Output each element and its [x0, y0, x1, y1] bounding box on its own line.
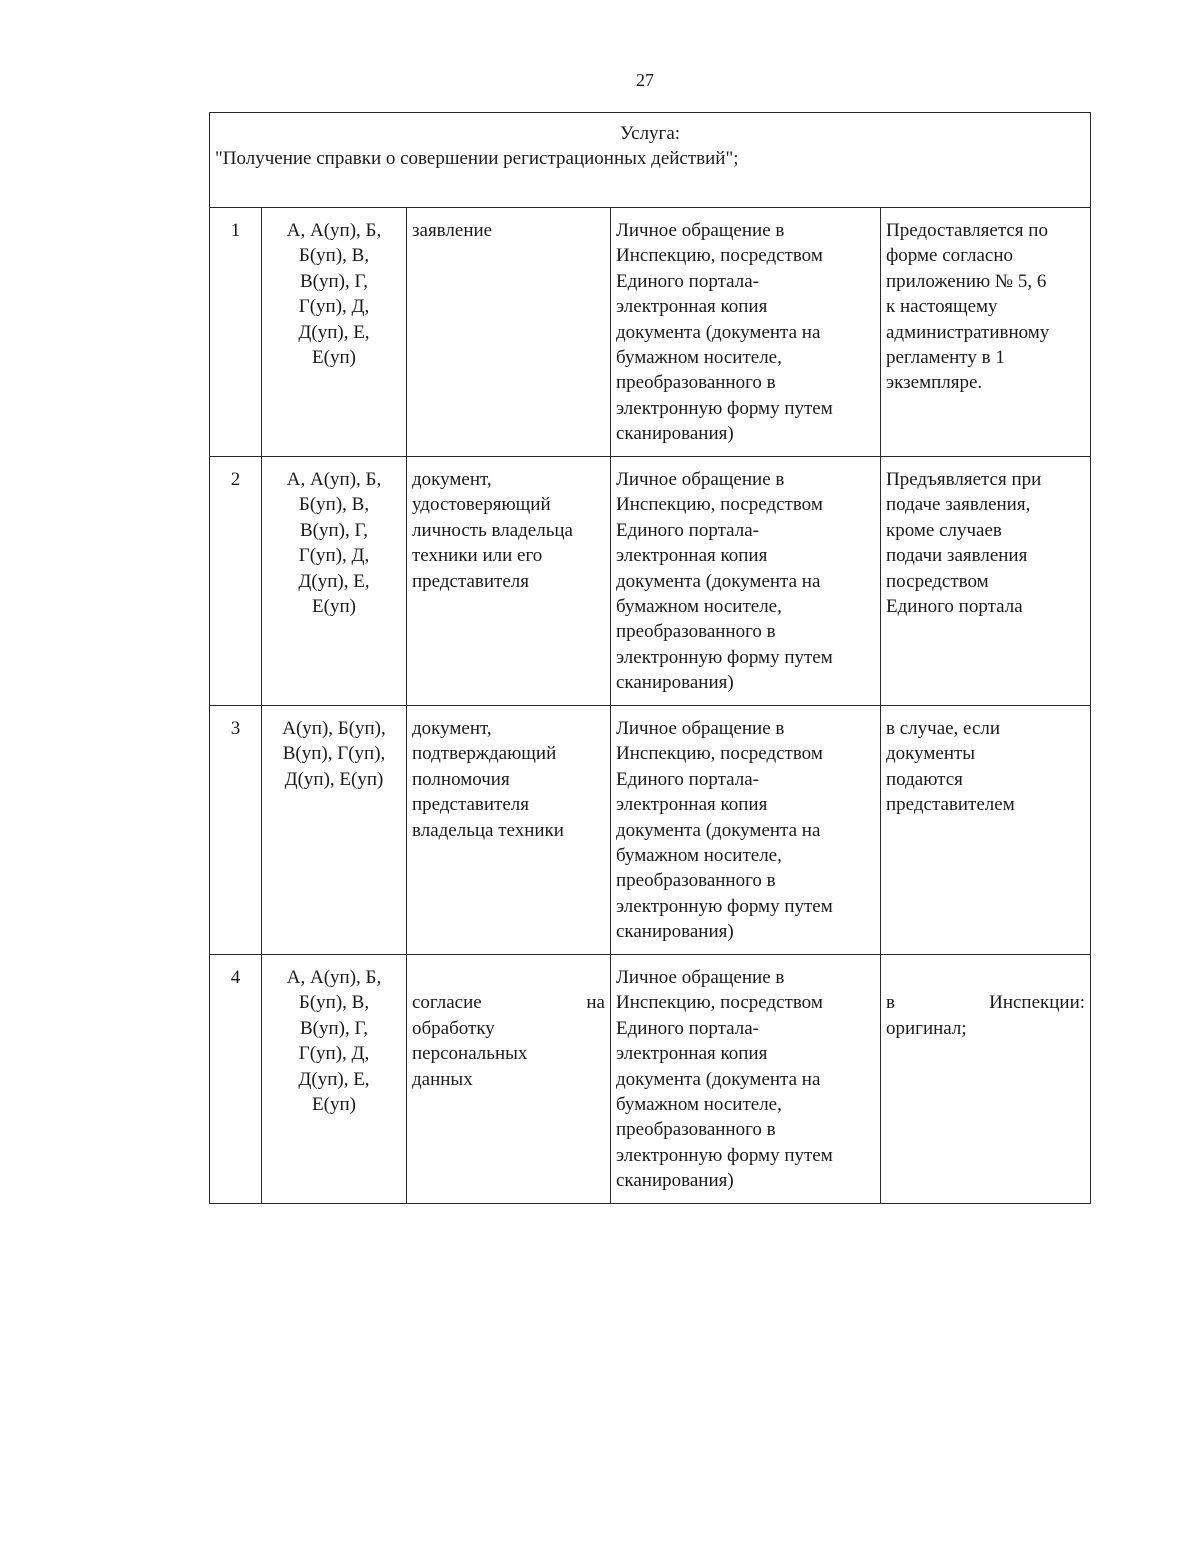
categories-cell-line: Б(уп), В,: [298, 494, 370, 516]
submission-method-cell-line: бумажном носителе,: [616, 596, 782, 618]
categories-cell: [262, 208, 407, 457]
submission-method-cell-line: сканирования): [616, 672, 734, 694]
document-cell-line: согласие на: [412, 992, 605, 1014]
note-cell-line: посредством: [886, 570, 989, 592]
document-cell: [407, 208, 611, 457]
document-cell-line: личность владельца: [412, 519, 573, 541]
categories-cell-line: А(уп), Б(уп),: [282, 718, 386, 739]
submission-method-cell-line: Единого портала-: [616, 768, 759, 790]
submission-method-cell-line: Инспекцию, посредством: [616, 992, 823, 1014]
submission-method-cell-line: преобразованного в: [616, 372, 776, 394]
service-header-row: [210, 113, 1091, 208]
submission-method-cell: [611, 955, 881, 1204]
categories-cell-line: Е(уп): [312, 1094, 356, 1116]
categories-cell-line: Б(уп), В,: [298, 245, 370, 267]
categories-cell-line: В(уп), Г,: [299, 1017, 369, 1039]
document-cell-line: удостоверяющий: [412, 494, 551, 516]
submission-method-cell-line: электронная копия: [616, 1043, 768, 1065]
document-cell-line: данных: [412, 1068, 473, 1090]
document-cell-line: владельца техники: [412, 819, 564, 841]
submission-method-cell-line: документа (документа на: [616, 819, 821, 841]
note-cell-line: подачи заявления: [886, 545, 1028, 567]
submission-method-cell-line: документа (документа на: [616, 1068, 821, 1090]
submission-method-cell-line: Инспекцию, посредством: [616, 743, 823, 765]
categories-cell-line: Д(уп), Е,: [298, 1068, 370, 1090]
submission-method-cell-line: преобразованного в: [616, 1119, 776, 1141]
submission-method-cell-line: сканирования): [616, 921, 734, 943]
row-number: 4: [210, 955, 262, 1204]
note-cell-line: экземпляре.: [886, 372, 983, 394]
categories-cell-line: В(уп), Г,: [299, 519, 369, 541]
document-cell-line: документ,: [412, 718, 492, 739]
page-number: 27: [636, 70, 654, 90]
categories-cell-line: А, А(уп), Б,: [286, 967, 382, 988]
note-cell-line: документы: [886, 743, 976, 765]
categories-cell-line: В(уп), Г(уп),: [282, 743, 386, 765]
row-number: 1: [210, 208, 262, 457]
note-cell: [881, 706, 1091, 955]
document-cell-line: документ,: [412, 469, 492, 490]
submission-method-cell-line: Инспекцию, посредством: [616, 494, 823, 516]
row-number: 2: [210, 457, 262, 706]
submission-method-cell-line: Личное обращение в: [616, 469, 785, 490]
categories-cell-line: В(уп), Г,: [299, 270, 369, 292]
document-cell: [407, 457, 611, 706]
categories-cell-line: Г(уп), Д,: [298, 296, 370, 318]
service-name: "Получение справки о совершении регистрационных действий";: [215, 148, 739, 170]
categories-cell-line: Е(уп): [312, 596, 356, 618]
document-cell-line: представителя: [412, 570, 530, 592]
note-cell-line: Предоставляется по: [886, 220, 1048, 241]
document-cell-line: персональных: [412, 1043, 528, 1065]
submission-method-cell-line: преобразованного в: [616, 621, 776, 643]
table-row: [210, 208, 1091, 457]
submission-method-cell-line: бумажном носителе,: [616, 1094, 782, 1116]
submission-method-cell-line: бумажном носителе,: [616, 347, 782, 369]
submission-method-cell-line: преобразованного в: [616, 870, 776, 892]
note-cell-line: представителем: [886, 794, 1015, 816]
service-title: Услуга:: [619, 123, 681, 144]
submission-method-cell: [611, 457, 881, 706]
submission-method-cell-line: электронную форму путем: [616, 646, 833, 668]
note-cell-line: кроме случаев: [886, 519, 1002, 541]
submission-method-cell-line: Личное обращение в: [616, 718, 785, 739]
submission-method-cell-line: сканирования): [616, 423, 734, 445]
note-cell-line: Единого портала: [886, 596, 1023, 618]
documents-table: [209, 112, 1091, 1204]
categories-cell: [262, 706, 407, 955]
categories-cell: [262, 457, 407, 706]
categories-cell: [262, 955, 407, 1204]
document-cell-line: обработку: [412, 1017, 495, 1039]
submission-method-cell-line: электронную форму путем: [616, 895, 833, 917]
note-cell-line: к настоящему: [886, 296, 998, 318]
submission-method-cell-line: электронная копия: [616, 545, 768, 567]
submission-method-cell-line: электронную форму путем: [616, 1144, 833, 1166]
document-cell-line: подтверждающий: [412, 743, 557, 765]
document-cell-line: техники или его: [412, 545, 543, 567]
note-cell-line: в Инспекции:: [886, 992, 1086, 1014]
document-cell: [407, 955, 611, 1204]
note-cell: [881, 955, 1091, 1204]
submission-method-cell-line: сканирования): [616, 1170, 734, 1192]
row-number: 3: [210, 706, 262, 955]
submission-method-cell: [611, 706, 881, 955]
note-cell-line: административному: [886, 321, 1050, 343]
submission-method-cell-line: бумажном носителе,: [616, 845, 782, 867]
submission-method-cell-line: документа (документа на: [616, 321, 821, 343]
table-row: [210, 955, 1091, 1204]
categories-cell-line: Д(уп), Е,: [298, 570, 370, 592]
submission-method-cell-line: электронная копия: [616, 296, 768, 318]
note-cell: [881, 457, 1091, 706]
submission-method-cell-line: Единого портала-: [616, 1017, 759, 1039]
document-cell-line: заявление: [412, 220, 493, 241]
categories-cell-line: Б(уп), В,: [298, 992, 370, 1014]
submission-method-cell-line: Единого портала-: [616, 270, 759, 292]
table-row: [210, 706, 1091, 955]
categories-cell-line: Д(уп), Е,: [298, 321, 370, 343]
note-cell-line: подаче заявления,: [886, 494, 1031, 516]
submission-method-cell-line: документа (документа на: [616, 570, 821, 592]
document-cell-line: полномочия: [412, 768, 510, 790]
categories-cell-line: Е(уп): [312, 347, 356, 369]
note-cell-line: Предъявляется при: [886, 469, 1042, 490]
categories-cell-line: Д(уп), Е(уп): [284, 768, 384, 790]
categories-cell-line: Г(уп), Д,: [298, 1043, 370, 1065]
table-row: [210, 457, 1091, 706]
categories-cell-line: А, А(уп), Б,: [286, 469, 382, 490]
note-cell-line: оригинал;: [886, 1017, 967, 1039]
note-cell-line: в случае, если: [886, 718, 1001, 739]
note-cell: [881, 208, 1091, 457]
categories-cell-line: А, А(уп), Б,: [286, 220, 382, 241]
submission-method-cell-line: Личное обращение в: [616, 967, 785, 988]
submission-method-cell-line: электронная копия: [616, 794, 768, 816]
submission-method-cell-line: Единого портала-: [616, 519, 759, 541]
submission-method-cell-line: Инспекцию, посредством: [616, 245, 823, 267]
note-cell-line: подаются: [886, 768, 963, 790]
note-cell-line: приложению № 5, 6: [886, 270, 1047, 292]
document-cell-line: представителя: [412, 794, 530, 816]
note-cell-line: регламенту в 1: [886, 347, 1005, 369]
service-header-cell: [210, 113, 1091, 208]
submission-method-cell: [611, 208, 881, 457]
submission-method-cell-line: Личное обращение в: [616, 220, 785, 241]
document-cell: [407, 706, 611, 955]
categories-cell-line: Г(уп), Д,: [298, 545, 370, 567]
note-cell-line: форме согласно: [886, 245, 1014, 267]
submission-method-cell-line: электронную форму путем: [616, 397, 833, 419]
